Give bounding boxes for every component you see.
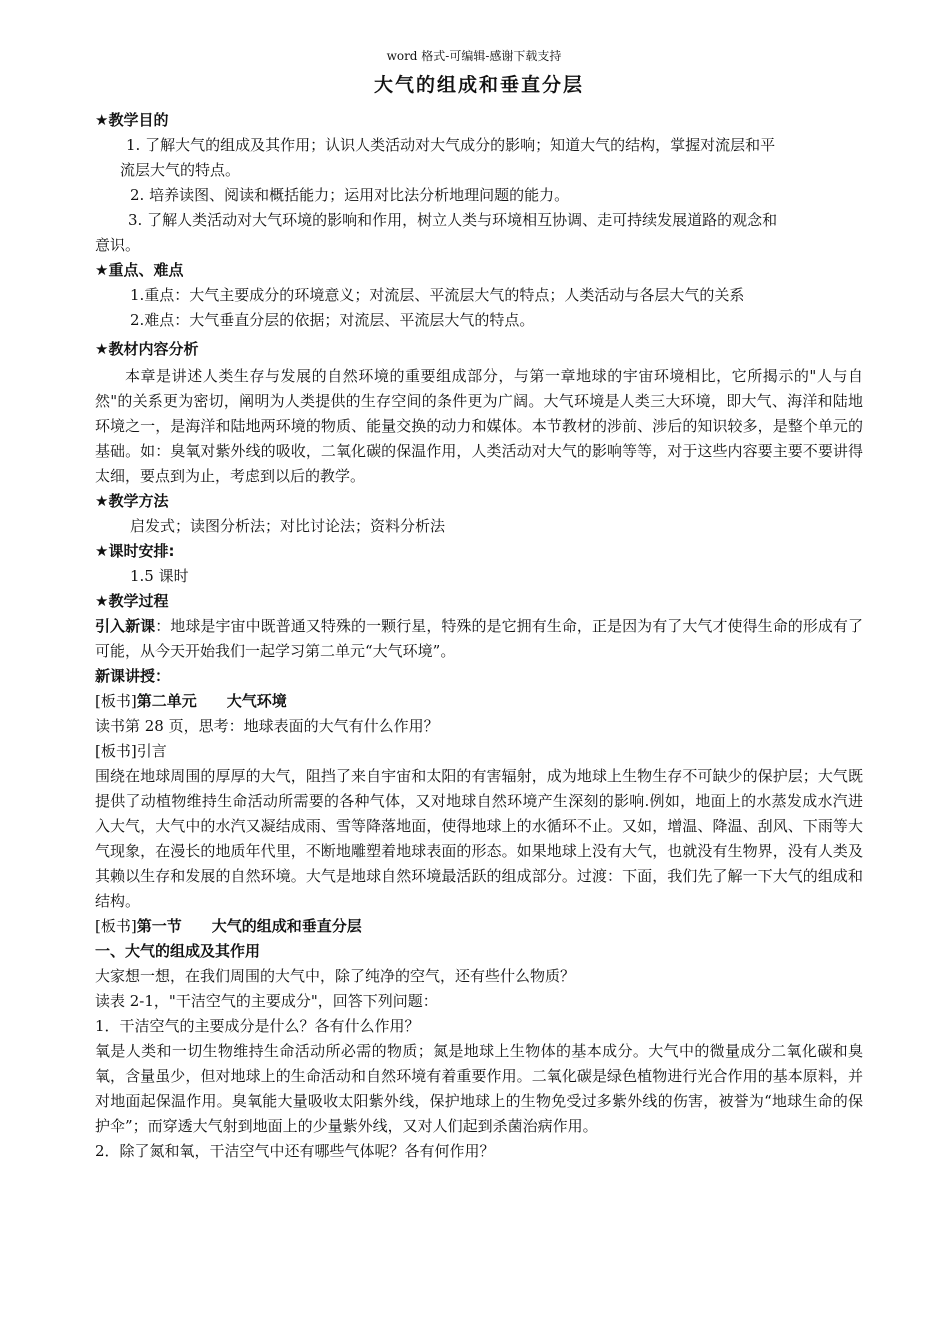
objective-item-2: 2. 培养读图、阅读和概括能力；运用对比法分析地理问题的能力。 [130,186,570,204]
schedule-text: 1.5 课时 [130,567,189,585]
think-question: 大家想一想，在我们周围的大气中，除了纯净的空气，还有些什么物质？ [95,967,576,985]
objective-item-1b: 流层大气的特点。 [120,161,241,179]
header-note: word 格式-可编辑-感谢下载支持 [386,49,562,63]
analysis-paragraph: 本章是讲述人类生存与发展的自然环境的重要组成部分，与第一章地球的宇宙环境相比，它所揭示的"人与自然"的关系更为密切，阐明为人类提供的生存空间的条件更为广阔。大气环境是人类三大环境，即大气、海洋和陆地环境之一，是海洋和陆地两环境的物质、能量交换的动力和媒体。本节教材的涉前、涉后的知识较多，是整个单元的基础。如：臭氧对紫外线的吸收，二氧化碳的保温作用，人类活动对大气的影响等等，对于这些内容要主要不要讲得太细，要点到为止，考虑到以后的教学。 [95,367,863,485]
answer-1: 氧是人类和一切生物维持生命活动所必需的物质；氮是地球上生物体的基本成分。大气中的微量成分二氧化碳和臭氧，含量虽少，但对地球上的生命活动和自然环境有着重要作用。二氧化碳是绿色植物进行光合作用的基本原料，并对地面起保温作用。臭氧能大量吸收太阳紫外线，保护地球上的生物免受过多紫外线的伤害，被誉为“地球生命的保护伞”；而穿透大气射到地面上的少量紫外线，又对人们起到杀菌治病作用。 [95,1042,863,1135]
question-2: 2．除了氮和氧，干洁空气中还有哪些气体呢？各有何作用？ [95,1142,495,1160]
question-1: 1．干洁空气的主要成分是什么？各有什么作用？ [95,1017,420,1035]
table-reading-prompt: 读表 2-1，"干洁空气的主要成分"，回答下列问题： [95,992,438,1010]
intro-body-paragraph: 围绕在地球周围的厚厚的大气，阻挡了来自宇宙和太阳的有害辐射，成为地球上生物生存不可缺少的保护层；大气既提供了动植物维持生命活动所需要的各种气体，又对地球自然环境产生深刻的影响.例如，地面上的水蒸发成水汽进入大气，大气中的水汽又凝结成雨、雪等降落地面，使得地球上的水循环不止。又如，增温、降温、刮风、下雨等大气现象，在漫长的地质年代里，不断地雕塑着地球表面的形态。如果地球上没有大气，也就没有生物界，没有人类及其赖以生存和发展的自然环境。大气是地球自然环境最活跃的组成部分。过渡：下面，我们先了解一下大气的组成和结构。 [95,767,863,910]
key-point-item-1: 1.重点：大气主要成分的环境意义；对流层、平流层大气的特点；人类活动与各层大气的关系 [130,286,745,304]
objective-item-3b: 意识。 [95,236,141,254]
board-note-section [95,914,863,939]
board-prefix: [板书] [95,692,137,710]
schedule-heading: ★课时安排: [95,542,175,560]
unit-title: 第二单元 大气环境 [136,692,287,710]
section-1-heading: 一、大气的组成及其作用 [95,942,261,960]
section-title: 第一节 大气的组成和垂直分层 [136,917,362,935]
objective-item-3a: 3. 了解人类活动对大气环境的影响和作用，树立人类与环境相互协调、走可持续发展道路的观念和 [128,211,778,229]
objective-item-1a: 1. 了解大气的组成及其作用；认识人类活动对大气成分的影响；知道大气的结构，掌握对流层和平 [126,136,776,154]
objectives-heading: ★教学目的 [95,111,169,129]
document-page [95,48,863,1164]
reading-prompt: 读书第 28 页，思考：地球表面的大气有什么作用？ [95,717,439,735]
intro-text: ：地球是宇宙中既普通又特殊的一颗行星，特殊的是它拥有生命，正是因为有了大气才使得生命的形成有了可能，从今天开始我们一起学习第二单元“大气环境”。 [95,617,863,660]
board-note-unit [95,689,863,714]
process-heading: ★教学过程 [95,592,169,610]
methods-heading: ★教学方法 [95,492,169,510]
board-note-intro: [板书]引言 [95,742,167,760]
key-point-item-2: 2.难点：大气垂直分层的依据；对流层、平流层大气的特点。 [130,311,535,329]
methods-text: 启发式；读图分析法；对比讨论法；资料分析法 [130,517,446,535]
intro-paragraph [95,614,863,664]
document-title: 大气的组成和垂直分层 [373,74,584,96]
intro-label: 引入新课 [95,617,156,635]
lecture-label: 新课讲授： [95,667,171,685]
board-prefix: [板书] [95,917,137,935]
key-points-heading: ★重点、难点 [95,261,184,279]
analysis-heading: ★教材内容分析 [95,340,199,358]
